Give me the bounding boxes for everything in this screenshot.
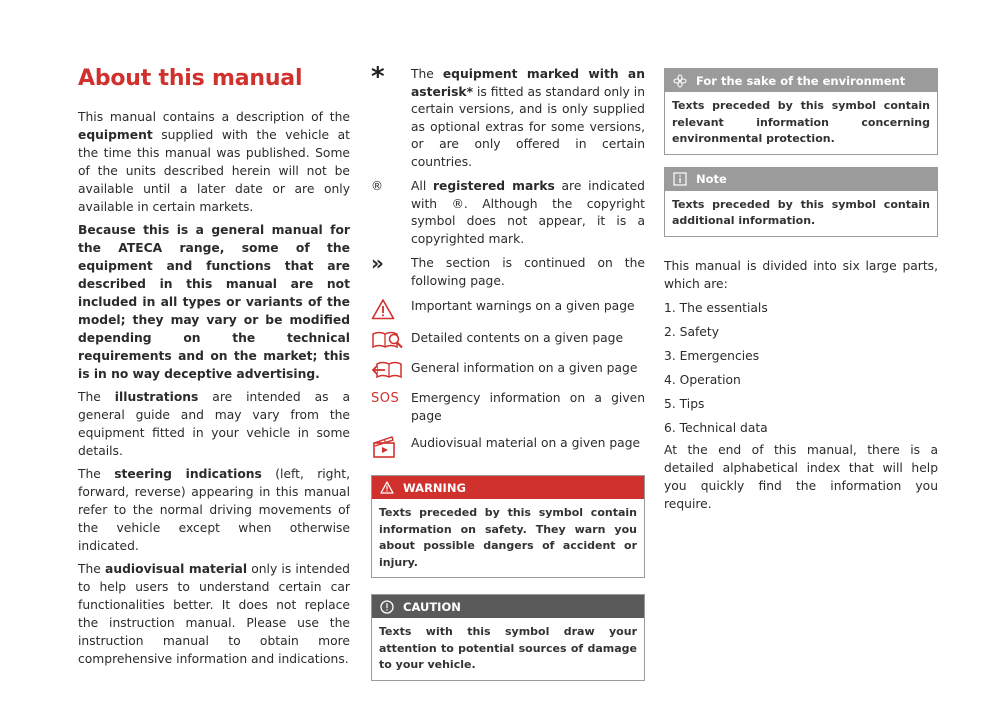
book-arrow-icon <box>371 360 411 380</box>
paragraph-illustrations: The illustrations are intended as a general guide and may vary from the equipment fitted in your vehicle in some details. <box>78 390 350 458</box>
sos-icon: SOS <box>371 391 400 406</box>
column-intro <box>78 62 350 673</box>
column-symbols <box>371 62 645 697</box>
caution-box <box>371 594 645 681</box>
flower-icon <box>673 74 687 88</box>
paragraph-general-manual: Because this is a general manual for the ATECA range, some of the equipment and functions that are described in this manual are not included in all types or variants of the model; they may vary or be modified depending on the technical requirements and on the market; this is in no way deceptive advertising. <box>78 223 350 381</box>
caution-icon <box>380 600 394 614</box>
note-body: Texts preceded by this symbol contain additional information. <box>672 197 930 227</box>
page-title: About this manual <box>78 66 303 91</box>
environment-title: For the sake of the environment <box>696 73 906 88</box>
note-box <box>664 167 938 237</box>
list-item: 6. Technical data <box>664 420 768 435</box>
caution-body: Texts with this symbol draw your attention to potential sources of damage to your vehicle. <box>379 625 637 671</box>
symbol-warning-row: Important warnings on a given page <box>371 298 645 320</box>
symbol-general-row: General information on a given page <box>371 360 645 380</box>
double-chevron-icon: » <box>371 251 384 275</box>
symbol-continued-row: » The section is continued on the following page. <box>371 255 645 290</box>
list-item: 3. Emergencies <box>664 348 760 363</box>
symbol-audiovisual-row: Audiovisual material on a given page <box>371 435 645 459</box>
paragraph-steering: The steering indications (left, right, forward, reverse) appearing in this manual refer to the normal driving movements of the vehicle except when otherwise indicated. <box>78 467 351 553</box>
list-item: 2. Safety <box>664 324 719 339</box>
asterisk-icon: * <box>371 62 385 92</box>
symbol-sos-row: SOS Emergency information on a given page <box>371 390 645 425</box>
paragraph-audiovisual: The audiovisual material only is intended to help users to understand certain car functionalities better. It does not replace the instruction manual. Please use the instruction manual to obtain more comprehensive information and indications. <box>78 562 350 666</box>
note-title: Note <box>696 172 727 186</box>
info-icon <box>673 172 687 186</box>
parts-list <box>664 299 938 437</box>
list-item: 4. Operation <box>664 372 741 387</box>
symbol-asterisk-row: * The equipment marked with an asterisk* is fitted as standard only in certain versions, and is only supplied as optional extras for some versions, or are only offered in certain countries. <box>371 66 645 171</box>
warning-icon <box>380 481 394 494</box>
warning-triangle-icon <box>371 298 411 320</box>
clapperboard-icon <box>371 435 411 459</box>
index-paragraph: At the end of this manual, there is a detailed alphabetical index that will help you quickly find the information you require. <box>664 442 938 511</box>
parts-intro: This manual is divided into six large parts, which are: <box>664 258 938 291</box>
list-item: 1. The essentials <box>664 300 768 315</box>
warning-body: Texts preceded by this symbol contain information on safety. They warn you about possible dangers of accident or injury. <box>379 506 637 569</box>
caution-title: CAUTION <box>403 599 461 614</box>
list-item: 5. Tips <box>664 396 705 411</box>
registered-icon: ® <box>371 179 383 193</box>
column-parts <box>664 68 938 513</box>
paragraph-equipment: This manual contains a description of the equipment supplied with the vehicle at the time this manual was published. Some of the units described herein will not be available until a later date or are only available in certain markets. <box>78 110 350 214</box>
warning-box <box>371 475 645 578</box>
book-magnifier-icon <box>371 330 411 350</box>
environment-box <box>664 68 938 155</box>
symbol-registered-row: ® All registered marks are indicated with ®. Although the copyright symbol does not appear, it is a copyrighted mark. <box>371 178 645 248</box>
symbol-detailed-row: Detailed contents on a given page <box>371 330 645 350</box>
warning-title: WARNING <box>403 480 466 495</box>
environment-body: Texts preceded by this symbol contain relevant information concerning environmental protection. <box>672 99 930 145</box>
